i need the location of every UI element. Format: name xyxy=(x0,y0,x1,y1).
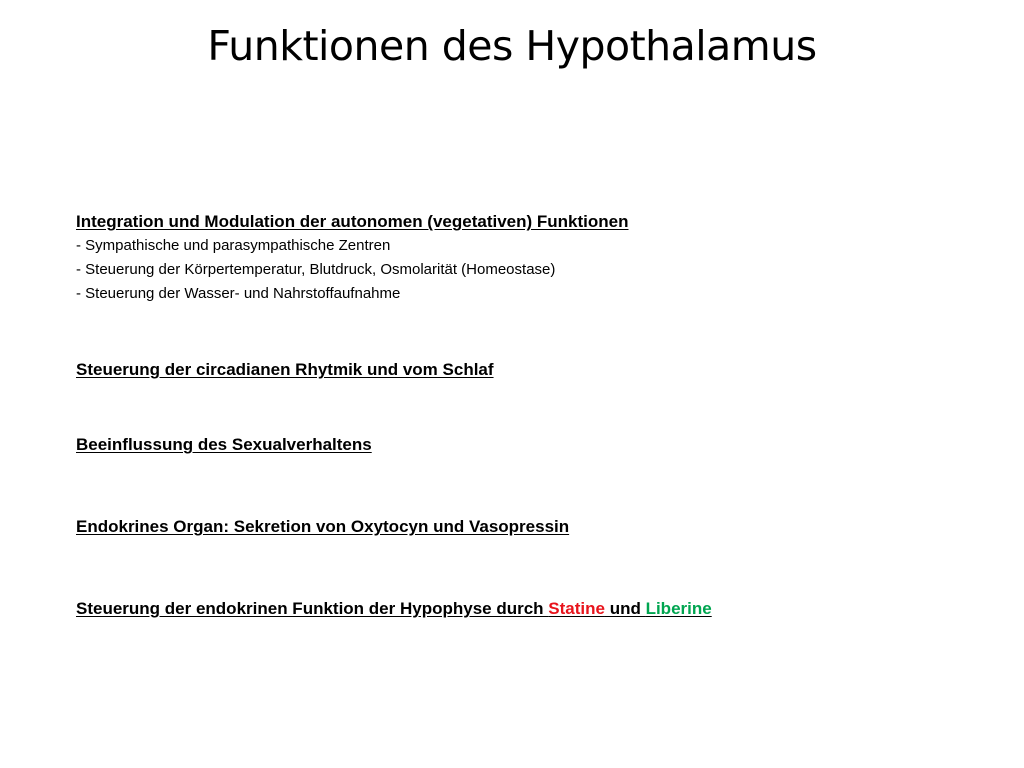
section-heading: Beeinflussung des Sexualverhaltens xyxy=(76,435,372,454)
liberine-term: Liberine xyxy=(645,599,712,618)
bullet-item: - Steuerung der Wasser- und Nahrstoffaufnahme xyxy=(76,285,401,302)
section-autonomic-functions xyxy=(76,210,629,306)
statine-term: Statine xyxy=(548,599,605,618)
bullet-list xyxy=(76,234,629,306)
section-circadian-rhythm xyxy=(76,358,494,382)
section-heading: Integration und Modulation der autonomen (vegetativen) Funktionen xyxy=(76,212,629,231)
section-heading: Endokrines Organ: Sekretion von Oxytocyn und Vasopressin xyxy=(76,517,570,536)
heading-text-connector: und xyxy=(604,599,646,618)
section-endocrine-organ xyxy=(76,515,569,539)
section-sexual-behavior xyxy=(76,433,372,457)
section-pituitary-control xyxy=(76,597,712,621)
bullet-item: - Steuerung der Körpertemperatur, Blutdruck, Osmolarität (Homeostase) xyxy=(76,261,556,278)
slide-title: Funktionen des Hypothalamus xyxy=(207,22,817,70)
heading-text: Steuerung der endokrinen Funktion der Hypophyse durch xyxy=(76,599,549,618)
section-heading xyxy=(76,597,712,621)
bullet-item: - Sympathische und parasympathische Zentren xyxy=(76,237,391,254)
section-heading: Steuerung der circadianen Rhytmik und vom Schlaf xyxy=(76,360,494,379)
